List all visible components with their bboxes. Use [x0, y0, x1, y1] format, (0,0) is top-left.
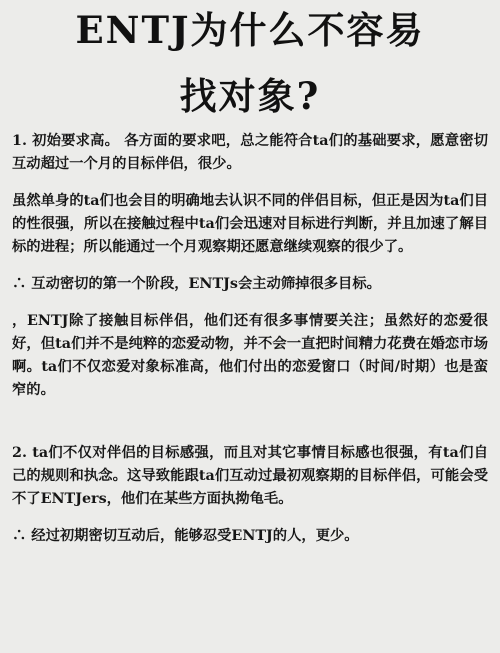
title-line-1: ENTJ为什么不容易	[75, 8, 425, 52]
title-line-2: 找对象?	[179, 74, 321, 118]
paragraph-strong-goals: 2. ta们不仅对伴侣的目标感强，而且对其它事情目标感也很强，有ta们自己的规则和执念。这导致能跟ta们互动过最初观察期的目标伴侣，可能会受不了ENTJers，他们在某些方面执拗龟毛。	[12, 445, 488, 507]
paragraph-goal-oriented: 虽然单身的ta们也会目的明确地去认识不同的伴侣目标，但正是因为ta们目的性很强，所以在接触过程中ta们会迅速对目标进行判断，并且加速了解目标的进程；所以能通过一个月观察期还愿意继续观察的很少了。	[12, 193, 488, 255]
paragraph-other-priorities: ，ENTJ除了接触目标伴侣，他们还有很多事情要关注；虽然好的恋爱很好，但ta们并不是纯粹的恋爱动物，并不会一直把时间精力花费在婚恋市场啊。ta们不仅恋爱对象标准高，他们付出的恋爱窗口（时间/时期）也是蛮窄的。	[12, 313, 488, 398]
paragraph-initial-requirements: 1. 初始要求高。 各方面的要求吧，总之能符合ta们的基础要求，愿意密切互动超过一个月的目标伴侣，很少。	[12, 133, 488, 172]
paragraph-conclusion-1: ∴ 互动密切的第一个阶段，ENTJs会主动筛掉很多目标。	[12, 276, 381, 292]
paragraph-conclusion-2: ∴ 经过初期密切互动后，能够忍受ENTJ的人，更少。	[12, 528, 359, 544]
